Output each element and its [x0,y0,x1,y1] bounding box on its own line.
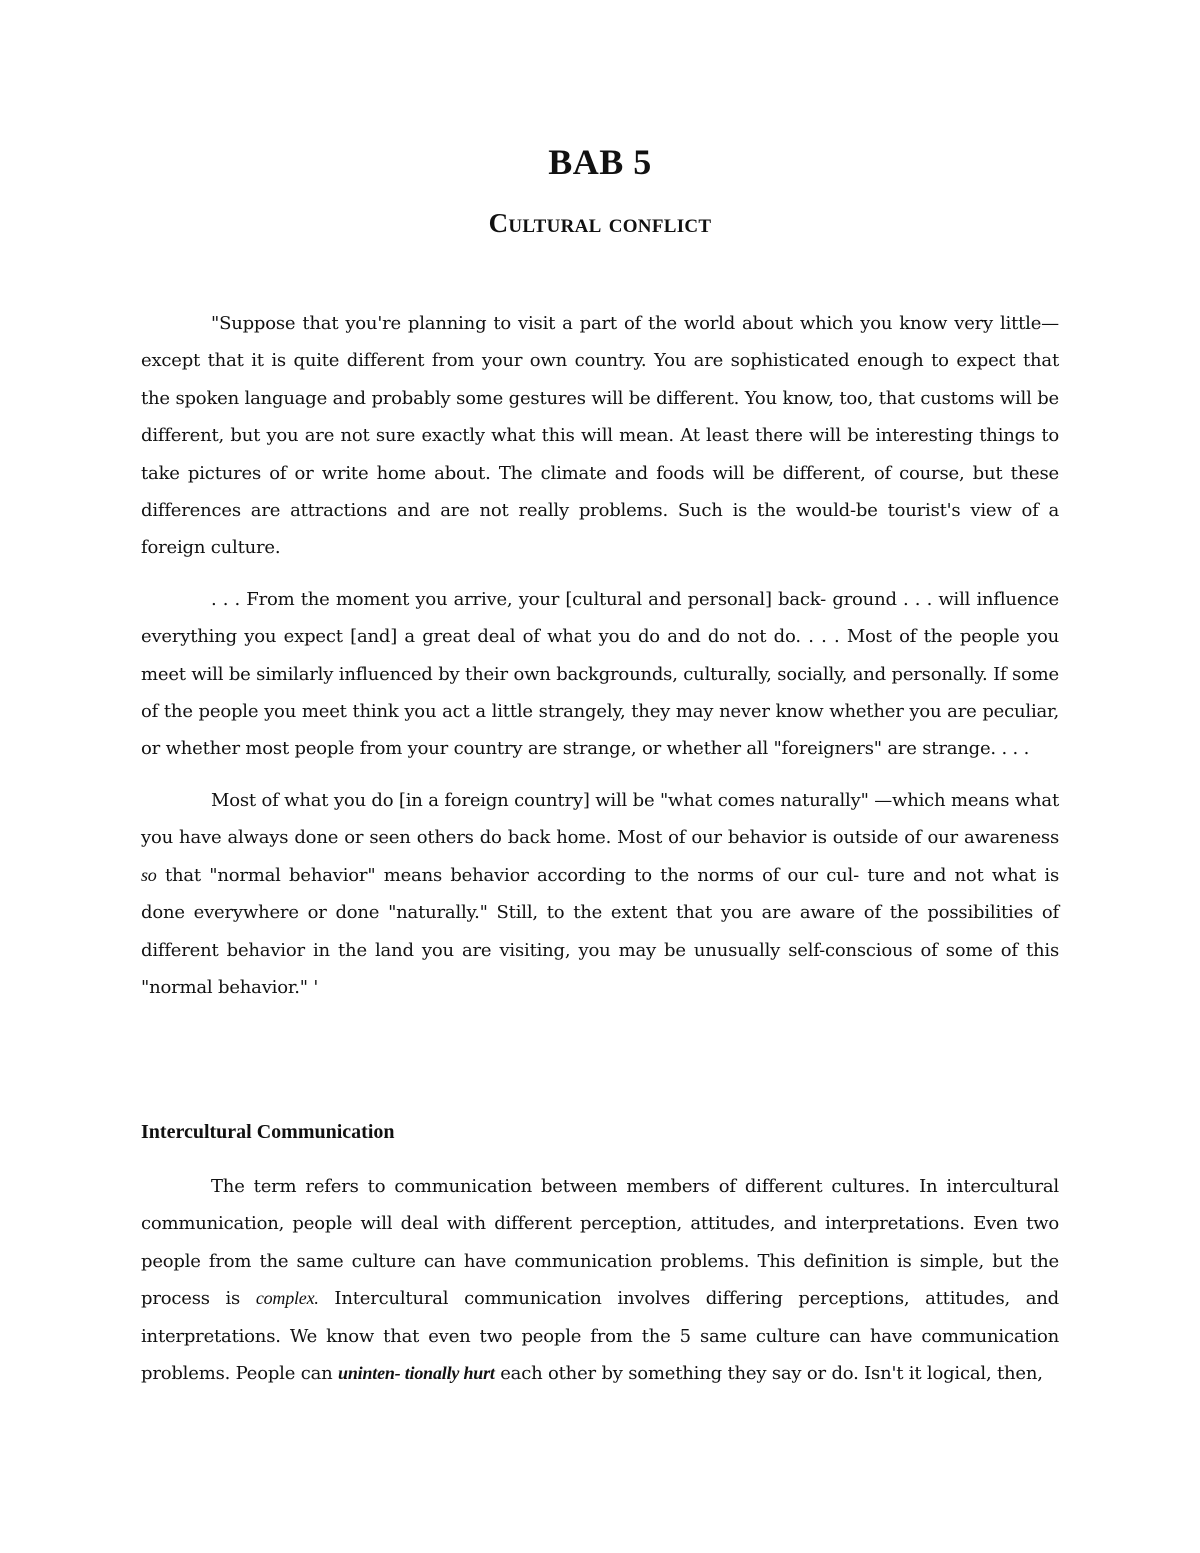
quote-paragraph-3 [141,782,1059,1006]
section-paragraph-1-text-a: The term refers to communication between members of different cultures. In intercultural communication, people will deal with different perception, attitudes, and interpretations. Even two people from the same culture can have communication problems. This definition is simple, but the process is [141,1176,1059,1310]
section-paragraph-1 [141,1168,1059,1392]
quote-paragraph-1: "Suppose that you're planning to visit a part of the world about which you know very little—except that it is quite different from your own country. You are sophisticated enough to expect that the spoken language and probably some gestures will be different. You know, too, that customs will be different, but you are not sure exactly what this will mean. At least there will be interesting things to take pictures of or write home about. The climate and foods will be different, of course, but these differences are attractions and are not really problems. Such is the would-be tourist's view of a foreign culture. [141,313,1059,559]
section-body [141,1168,1059,1406]
section-paragraph-1-text-b: Intercultural communication involves differing perceptions, attitudes, and interpretations. We know that even two people from the 5 same culture can have communication problems. People can [141,1288,1059,1385]
chapter-subtitle: Cultural conflict [488,208,712,238]
section-heading: Intercultural Communication [141,1121,395,1143]
emphasis-unintentionally-hurt: uninten- tionally hurt [338,1363,495,1384]
quote-paragraph-3-text-a: Most of what you do [in a foreign country] will be "what comes naturally" —which means what you have always done or seen others do back home. Most of our behavior is outside of our awareness [141,789,1059,849]
quote-paragraph-2: . . . From the moment you arrive, your [cultural and personal] back- ground . . . will influence everything you expect [and] a great deal of what you do and do not do. . . . Most of the people you meet will be similarly influenced by their own backgrounds, culturally, socially, and personally. If some of the people you meet think you act a little strangely, they may never know whether you are peculiar, or whether most people from your country are strange, or whether all "foreigners" are strange. . . . [141,588,1059,760]
emphasis-complex: complex. [255,1288,319,1309]
section-paragraph-1-text-c: each other by something they say or do. Isn't it logical, then, [494,1363,1043,1385]
opening-quote [141,305,1059,1020]
chapter-title: BAB 5 [548,142,652,182]
quote-emphasis-so: so [141,864,157,885]
quote-paragraph-3-text-b: that "normal behavior" means behavior according to the norms of our cul- ture and not what is done everywhere or done "naturally." Still, to the extent that you are aware of the possibilities of different behavior in the land you are visiting, you may be unusually self-conscious of some of this "normal behavior." ' [141,864,1059,998]
